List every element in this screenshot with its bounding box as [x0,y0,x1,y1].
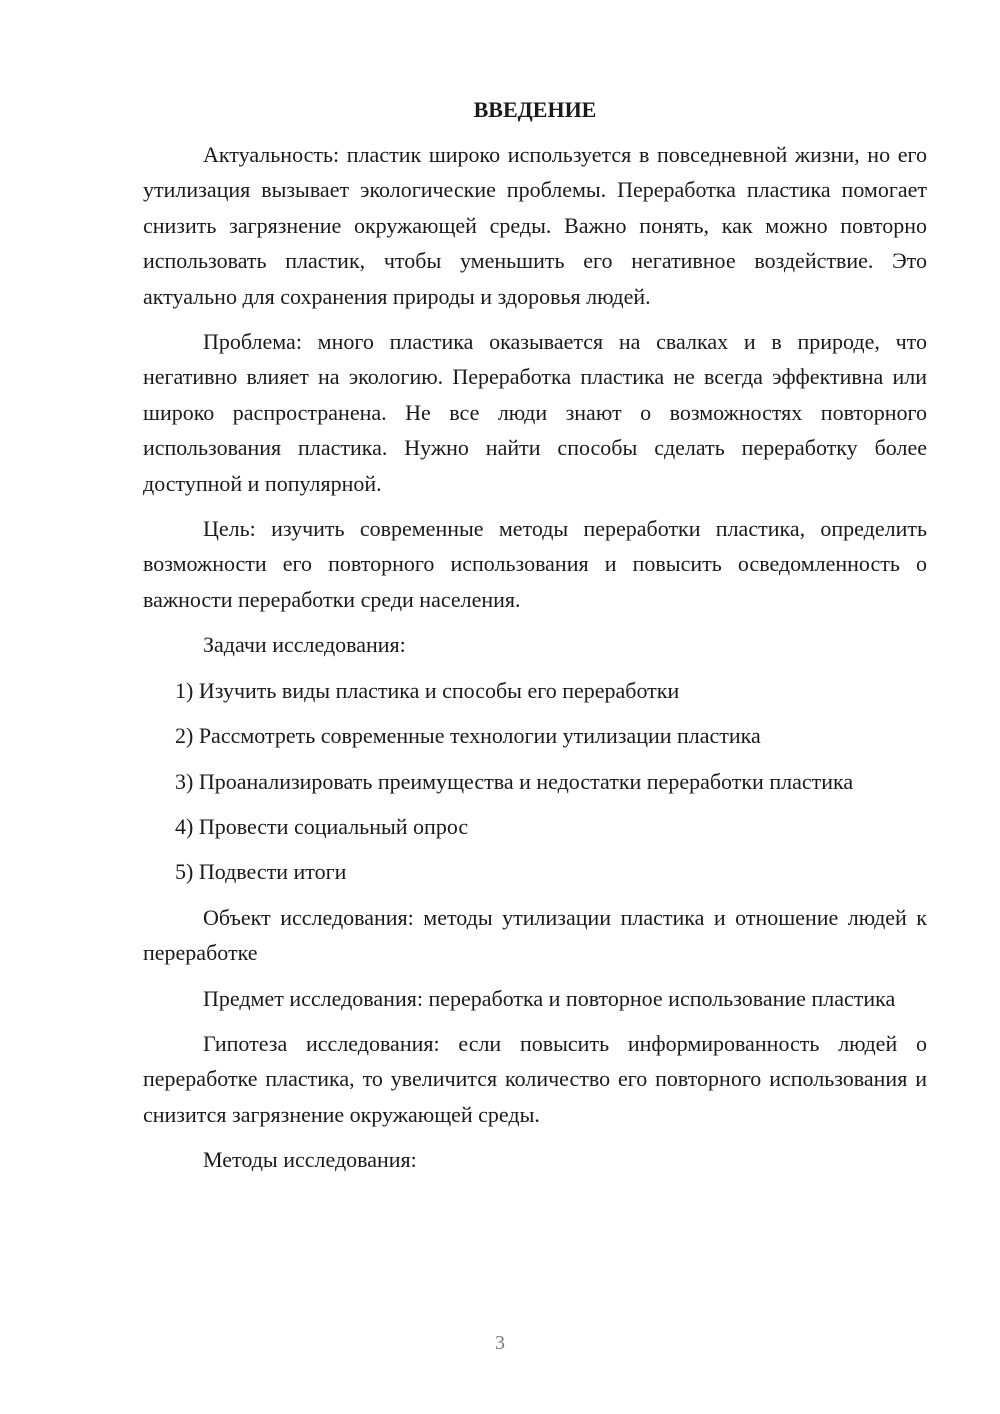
problem-paragraph: Проблема: много пластика оказывается на свалках и в природе, что негативно влияет на экологию. Переработка пластика не всегда эффективна или широко распространена. Не все люди знают о возможностях повторного использования пластика. Нужно найти способы сделать переработку более доступной и популярной. [143,329,927,496]
object-paragraph: Объект исследования: методы утилизации пластика и отношение людей к переработке [143,904,927,966]
page-number: 3 [495,1332,505,1354]
tasks-heading: Задачи исследования: [203,632,406,658]
methods-heading: Методы исследования: [203,1147,417,1173]
list-item: 3) Проанализировать преимущества и недостатки переработки пластика [175,768,854,794]
goal-paragraph: Цель: изучить современные методы переработки пластика, определить возможности его повторного использования и повысить осведомленность о важности переработки среди населения. [143,516,927,612]
list-item: 2) Рассмотреть современные технологии утилизации пластика [175,723,761,749]
list-item: 5) Подвести итоги [175,859,347,885]
list-item: 4) Провести социальный опрос [175,813,469,839]
page-content [143,95,927,1188]
relevance-paragraph: Актуальность: пластик широко используется в повседневной жизни, но его утилизация вызывает экологические проблемы. Переработка пластика помогает снизить загрязнение окружающей среды. Важно понять, как можно повторно использовать пластик, чтобы уменьшить его негативное воздействие. Это актуально для сохранения природы и здоровья людей. [143,142,927,309]
hypothesis-paragraph: Гипотеза исследования: если повысить информированность людей о переработке пластика, то увеличится количество его повторного использования и снизится загрязнение окружающей среды. [143,1030,927,1127]
tasks-list [143,673,927,890]
page-title: ВВЕДЕНИЕ [473,97,597,122]
list-item: 1) Изучить виды пластика и способы его переработки [175,677,680,703]
subject-paragraph: Предмет исследования: переработка и повторное использование пластика [203,985,896,1011]
